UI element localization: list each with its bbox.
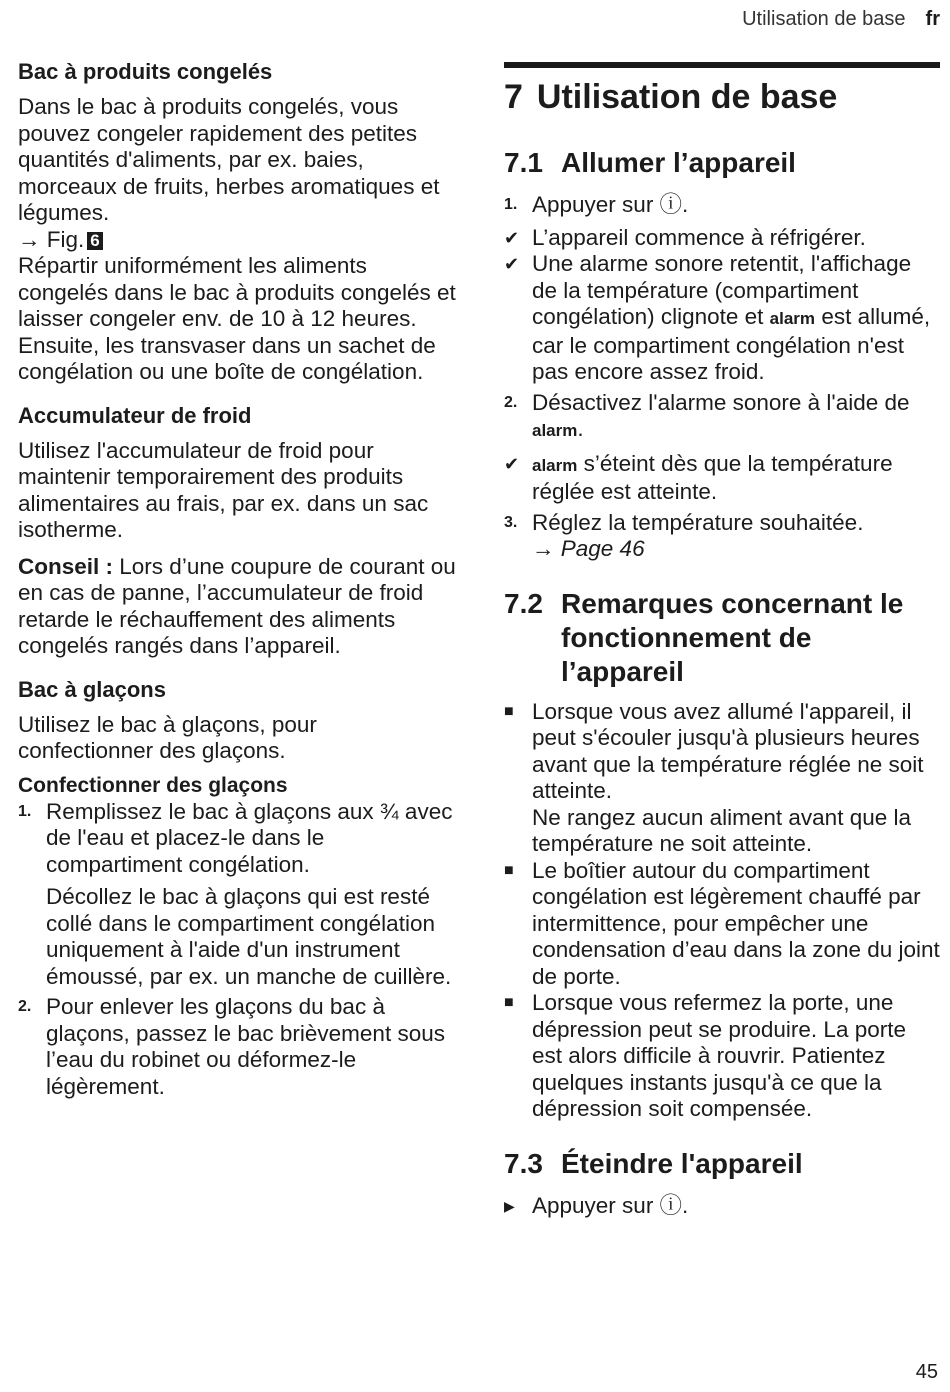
header-section: Utilisation de base bbox=[742, 8, 906, 30]
bullet-note: Ne rangez aucun aliment avant que la température ne soit atteinte. bbox=[532, 804, 911, 856]
bullet-text: Lorsque vous avez allumé l'appareil, il peut s'écouler jusqu'à plusieurs heures avant que la température réglée ne soit atteinte. bbox=[532, 698, 924, 803]
list-item bbox=[504, 858, 940, 991]
step-number: 2. bbox=[18, 998, 32, 1015]
chapter-title bbox=[504, 76, 940, 118]
right-column bbox=[504, 62, 940, 1219]
frozen-tray-text: Dans le bac à produits congelés, vous pouvez congeler rapidement des petites quantités d'aliments, par ex. baies, morceaux de fruits, herbes aromatiques et légumes. bbox=[18, 94, 440, 225]
left-column bbox=[18, 58, 458, 1100]
step-text: Appuyer sur ⓘ. bbox=[532, 192, 689, 217]
bullet-text: Le boîtier autour du compartiment congélation est légèrement chauffé par intermittence, pour empêcher une condensation d’eau dans la zone du joint de porte. bbox=[532, 857, 940, 989]
section-7-1-heading bbox=[504, 146, 940, 180]
result-text-part: est allumé, car le compartiment congélation n'est pas encore assez froid. bbox=[532, 304, 931, 384]
result-text bbox=[532, 251, 940, 386]
bullet-square-icon: ■ bbox=[504, 702, 514, 720]
step-number: 3. bbox=[504, 513, 518, 531]
list-item bbox=[504, 699, 940, 858]
ice-tray-text: Utilisez le bac à glaçons, pour confectionner des glaçons. bbox=[18, 711, 317, 763]
figure-reference bbox=[18, 227, 458, 254]
step-text: Pour enlever les glaçons du bac à glaçons, passez le bac brièvement sous l’eau du robinet ou déformez-le légèrement. bbox=[46, 994, 445, 1099]
frozen-tray-heading: Bac à produits congelés bbox=[18, 59, 273, 84]
alarm-label: alarm bbox=[769, 309, 816, 328]
bullet-square-icon: ■ bbox=[504, 861, 514, 879]
action-text: Appuyer sur ⓘ. bbox=[532, 1192, 689, 1218]
check-icon: ✔ bbox=[504, 254, 520, 274]
tip-paragraph bbox=[18, 554, 458, 660]
ice-pack-text: Utilisez l'accumulateur de froid pour maintenir temporairement des produits alimentaires au frais, par ex. dans un sac isotherme. bbox=[18, 437, 429, 542]
list-item bbox=[504, 390, 940, 445]
list-item bbox=[504, 225, 940, 252]
alarm-label: alarm bbox=[532, 421, 578, 440]
step-text: Remplissez le bac à glaçons aux ¾ avec de l'eau et placez-le dans le compartiment congélation. bbox=[46, 798, 453, 877]
ref-label: Fig. bbox=[46, 226, 85, 252]
figure-number-badge: 6 bbox=[87, 232, 102, 250]
section-7-3-heading bbox=[504, 1147, 940, 1181]
check-icon: ✔ bbox=[504, 227, 520, 248]
chapter-rule bbox=[504, 62, 940, 68]
ice-pack-heading: Accumulateur de froid bbox=[18, 402, 252, 428]
list-item bbox=[504, 451, 940, 506]
section-number: 7.1 bbox=[504, 147, 543, 178]
step-text: Réglez la température souhaitée. bbox=[532, 509, 864, 535]
list-item bbox=[504, 251, 940, 386]
list-item bbox=[504, 1193, 940, 1220]
result-text-part: s’éteint dès que la température réglée est atteinte. bbox=[532, 450, 893, 504]
ice-cubes-subheading: Confectionner des glaçons bbox=[18, 773, 288, 797]
section-7-2-heading bbox=[504, 587, 940, 689]
list-item bbox=[504, 192, 940, 219]
ref-arrow: → bbox=[18, 226, 41, 252]
list-item bbox=[504, 510, 940, 563]
section-title: Éteindre l'appareil bbox=[561, 1147, 803, 1179]
list-item bbox=[18, 799, 458, 991]
header-language: fr bbox=[925, 8, 940, 30]
bullet-text: Lorsque vous refermez la porte, une dépression peut se produire. La porte est alors difficile à rouvrir. Patientez quelques instants jusqu'à ce que la dépression soit compensée. bbox=[532, 990, 906, 1121]
frozen-tray-instructions: Répartir uniformément les aliments congelés dans le bac à produits congelés et laisser congeler env. de 10 à 12 heures. Ensuite, les transvaser dans un sachet de congélation ou une boîte de congélation. bbox=[18, 253, 456, 384]
result-text-part: Une alarme sonore retentit, l'affichage de la température (compartiment congélation) clignote et bbox=[532, 251, 912, 329]
section-title: Allumer l’appareil bbox=[561, 147, 796, 178]
action-triangle-icon: ▶ bbox=[504, 1197, 515, 1214]
chapter-title-text: Utilisation de base bbox=[536, 78, 838, 116]
chapter-number: 7 bbox=[504, 78, 523, 116]
result-text: L’appareil commence à réfrigérer. bbox=[532, 224, 866, 250]
check-icon: ✔ bbox=[504, 453, 520, 474]
ice-tray-heading: Bac à glaçons bbox=[18, 676, 166, 702]
step-number: 2. bbox=[504, 393, 518, 411]
page-reference: → Page 46 bbox=[532, 536, 645, 561]
section-number: 7.3 bbox=[504, 1147, 543, 1179]
tip-label: Conseil : bbox=[18, 553, 114, 579]
result-text bbox=[532, 451, 940, 506]
step-text bbox=[532, 390, 940, 445]
tip-text: Lors d’une coupure de courant ou en cas de panne, l’accumulateur de froid retarde le réchauffement des aliments congelés rangés dans l’appareil. bbox=[18, 553, 456, 658]
alarm-label: alarm bbox=[532, 455, 578, 475]
section-title: Remarques concernant le fonctionnement de l’appareil bbox=[561, 587, 904, 687]
page-number: 45 bbox=[915, 1361, 938, 1383]
section-number: 7.2 bbox=[504, 587, 543, 619]
step-number: 1. bbox=[18, 802, 32, 820]
bullet-square-icon: ■ bbox=[504, 994, 514, 1011]
list-item bbox=[18, 994, 458, 1100]
step-text-end: . bbox=[577, 416, 584, 441]
step-note: Décollez le bac à glaçons qui est resté collé dans le compartiment congélation uniquement à l'aide d'un instrument émoussé, par ex. un manche de cuillère. bbox=[46, 884, 452, 989]
step-number: 1. bbox=[504, 196, 518, 213]
list-item bbox=[504, 990, 940, 1123]
step-text-part: Désactivez l'alarme sonore à l'aide de bbox=[532, 389, 910, 415]
running-header bbox=[742, 8, 940, 31]
